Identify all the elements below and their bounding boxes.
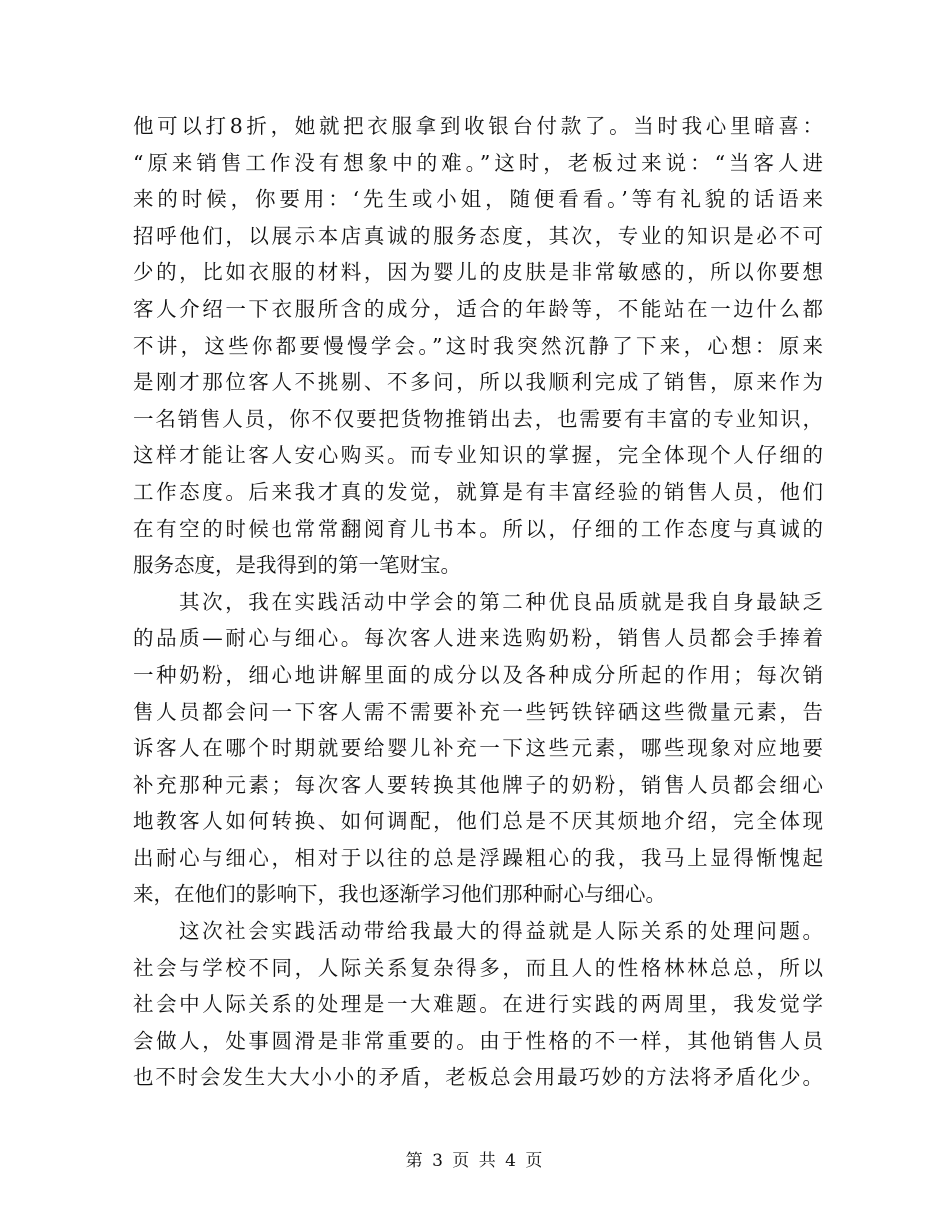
text-line: 会做人，处事圆滑是非常重要的。由于性格的不一样，其他销售人员 (133, 1028, 823, 1053)
text-line: 一名销售人员，你不仅要把货物推销出去，也需要有丰富的专业知识， (133, 406, 823, 431)
text-line: 社会中人际关系的处理是一大难题。在进行实践的两周里，我发觉学 (133, 992, 823, 1017)
text-line: 不讲，这些你都要慢慢学会。”这时我突然沉静了下来，心想：原来 (133, 333, 823, 358)
text-line: 也不时会发生大大小小的矛盾，老板总会用最巧妙的方法将矛盾化少。 (133, 1065, 823, 1090)
paragraph-end-line: 服务态度，是我得到的第一笔财宝。 (133, 553, 461, 578)
text-line: 出耐心与细心，相对于以往的总是浮躁粗心的我，我马上显得惭愧起 (133, 845, 823, 870)
document-body (133, 108, 823, 1096)
text-line: 招呼他们，以展示本店真诚的服务态度，其次，专业的知识是必不可 (133, 223, 823, 248)
text-line: 诉客人在哪个时期就要给婴儿补充一下这些元素，哪些现象对应地要 (133, 736, 823, 761)
paragraph-start-line: 其次，我在实践活动中学会的第二种优良品质就是我自身最缺乏 (179, 589, 823, 614)
text-line: 工作态度。后来我才真的发觉，就算是有丰富经验的销售人员，他们 (133, 479, 823, 504)
text-line: 一种奶粉，细心地讲解里面的成分以及各种成分所起的作用；每次销 (133, 662, 823, 687)
text-line: 来的时候，你要用：‘先生或小姐，随便看看。’等有礼貌的话语来 (133, 187, 823, 212)
paragraph-end-line: 来，在他们的影响下，我也逐渐学习他们那种耐心与细心。 (133, 882, 666, 907)
text-line: 是刚才那位客人不挑剔、不多问，所以我顺利完成了销售，原来作为 (133, 370, 823, 395)
text-line: 的品质—耐心与细心。每次客人进来选购奶粉，销售人员都会手捧着 (133, 626, 823, 651)
text-line: 客人介绍一下衣服所含的成分，适合的年龄等，不能站在一边什么都 (133, 296, 823, 321)
paragraph-start-line: 这次社会实践活动带给我最大的得益就是人际关系的处理问题。 (179, 919, 823, 944)
page-number-footer: 第 3 页 共 4 页 (405, 1151, 545, 1171)
text-line: 在有空的时候也常常翻阅育儿书本。所以，仔细的工作态度与真诚的 (133, 516, 823, 541)
text-line: 他可以打8折，她就把衣服拿到收银台付款了。当时我心里暗喜： (133, 114, 823, 138)
text-line: 少的，比如衣服的材料，因为婴儿的皮肤是非常敏感的，所以你要想 (133, 260, 823, 285)
text-line: “原来销售工作没有想象中的难。”这时，老板过来说：“当客人进 (133, 150, 823, 175)
text-line: 这样才能让客人安心购买。而专业知识的掌握，完全体现个人仔细的 (133, 443, 823, 468)
text-line: 售人员都会问一下客人需不需要补充一些钙铁锌硒这些微量元素，告 (133, 699, 823, 724)
text-line: 补充那种元素；每次客人要转换其他牌子的奶粉，销售人员都会细心 (133, 772, 823, 797)
text-line: 地教客人如何转换、如何调配，他们总是不厌其烦地介绍，完全体现 (133, 809, 823, 834)
text-line: 社会与学校不同，人际关系复杂得多，而且人的性格林林总总，所以 (133, 955, 823, 980)
